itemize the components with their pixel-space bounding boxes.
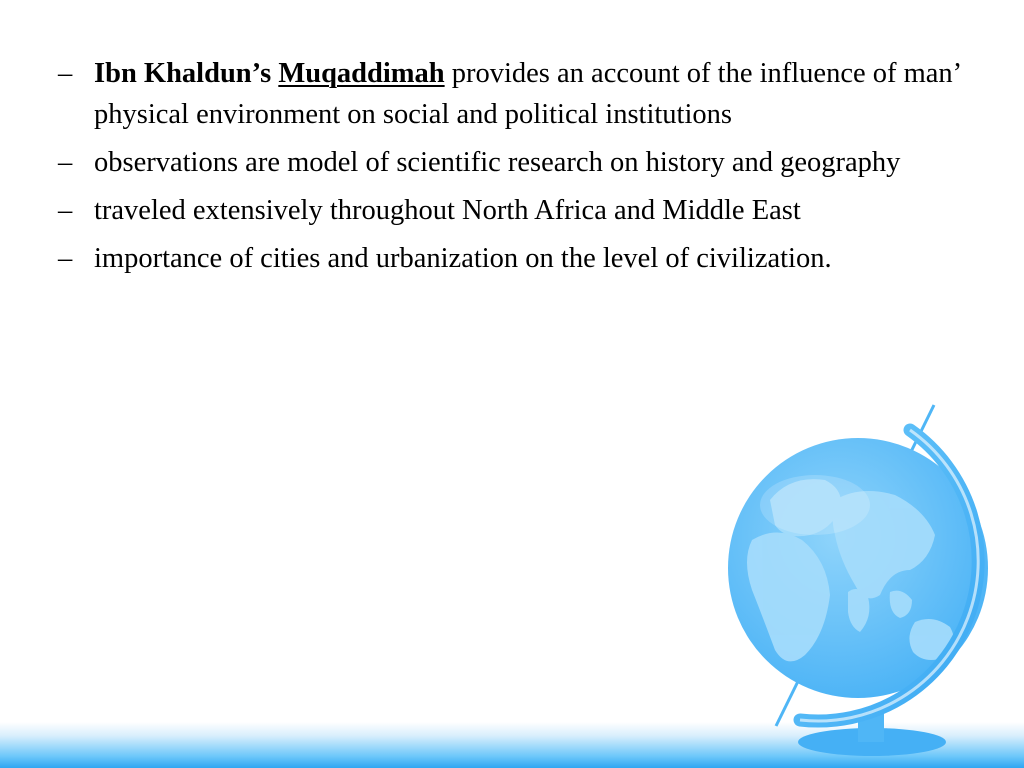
bullet-text: provides an account of the influence of man’ physical environment on social and political institutions <box>94 58 961 130</box>
bullet-text: importance of cities and urbanization on the level of civilization. <box>94 243 832 274</box>
bullet-dash: – <box>58 195 73 226</box>
bullet-dash: – <box>58 147 73 178</box>
bullet-text: observations are model of scientific research on history and geography <box>94 147 901 178</box>
bullet-text: traveled extensively throughout North Africa and Middle East <box>94 195 801 226</box>
bullet-author: Ibn Khaldun’s <box>94 58 272 89</box>
globe-shine <box>760 475 870 535</box>
bullet-dash: – <box>58 243 73 274</box>
bullet-book-title: Muqaddimah <box>278 58 445 89</box>
bullet-dash: – <box>58 58 73 89</box>
